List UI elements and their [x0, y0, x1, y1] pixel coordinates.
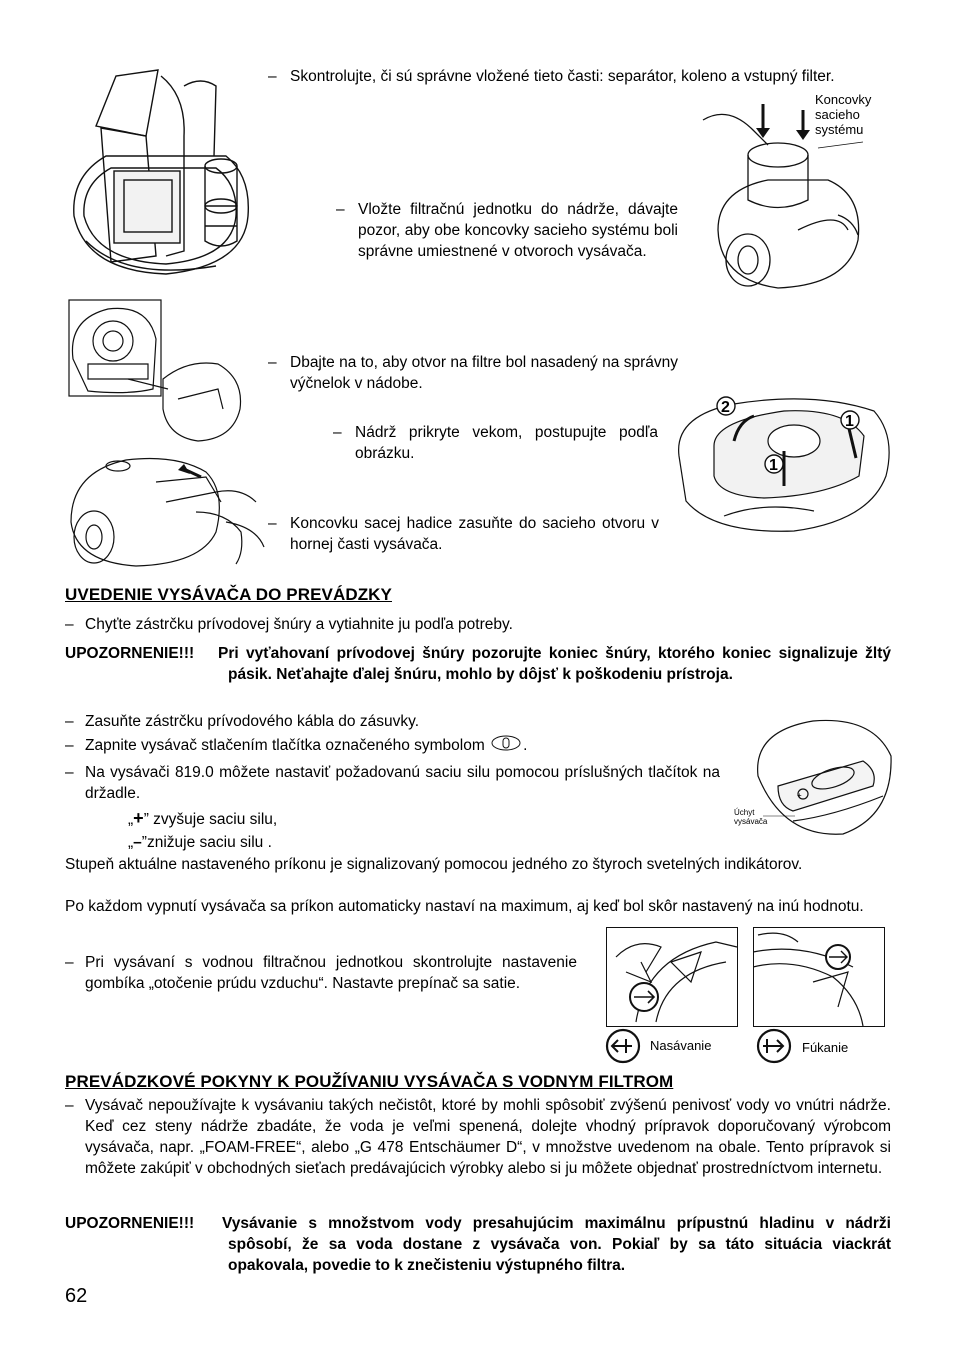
list-item — [65, 614, 891, 635]
list-item-text: . — [523, 737, 528, 755]
power-symbol-icon — [491, 735, 521, 757]
lid-marker: 1 — [769, 457, 778, 474]
bullet-dash: – — [268, 354, 277, 371]
section-heading: UVEDENIE VYSÁVAČA DO PREVÁDZKY — [65, 585, 392, 604]
quote-open: „ — [128, 811, 134, 828]
bullet-dash: – — [65, 616, 74, 633]
list-item-text: Vysávač nepoužívajte k vysávaniu takých nečistôt, ktoré by mohli spôsobiť zvýšenú penivosť vody vo vnútri nádrže. Keď cez steny nádrže zbadáte, že voda je veľmi spenená, dolejte vhodný prípravok doporučovaný výrobcom vysávača, napr. „FOAM-FREE“, alebo „G 478 Entschäumer D“, v množstve uvedenom na obale. Tento prípravok si môžete zakúpiť v obchodných sieťach predávajúcich výrobky alebo si ju môžete objednať prostredníctvom internetu. — [85, 1097, 891, 1177]
warning-block — [65, 1213, 891, 1276]
paragraph-auto-max: Po každom vypnutí vysávača sa príkon automaticky nastaví na maximum, aj keď bol skôr nastavený na inú hodnotu. — [65, 898, 864, 915]
bullet-dash: – — [336, 201, 345, 218]
bullet-dash: – — [65, 1097, 74, 1114]
svg-text:+: + — [797, 791, 802, 800]
plus-line-text: ” zvyšuje saciu silu, — [143, 811, 278, 828]
list-item — [65, 952, 577, 994]
suction-mode-icon — [604, 1028, 642, 1070]
bullet-check-parts — [268, 66, 891, 87]
page-number: 62 — [65, 1285, 88, 1307]
section-heading: PREVÁDZKOVÉ POKYNY K POUŽÍVANIU VYSÁVAČA S VODNYM FILTROM — [65, 1072, 674, 1091]
plus-symbol: + — [133, 808, 144, 828]
blowing-label: Fúkanie — [802, 1040, 849, 1055]
handle-label: Úchyt vysávača — [734, 808, 768, 826]
lid-marker: 2 — [721, 399, 730, 416]
warning-label: UPOZORNENIE!!! — [65, 645, 195, 662]
bullet-dash: – — [268, 515, 277, 532]
bullet-text: Dbajte na to, aby otvor na filtre bol nasadený na správny výčnelok v nádobe. — [290, 354, 678, 392]
list-item — [65, 762, 720, 804]
bullet-text: Vložte filtračnú jednotku do nádrže, dávajte pozor, aby obe koncovky sacieho systému boli správne umiestnené v otvoroch vysávača. — [358, 201, 678, 260]
bullet-lid — [333, 422, 658, 464]
blowing-knob-illustration — [753, 927, 885, 1027]
lid-marker: 1 — [845, 413, 854, 430]
filter-unit-illustration — [66, 66, 256, 282]
paragraph-indicators: Stupeň aktuálne nastaveného príkonu je signalizovaný pomocou jedného zo štyroch svetelných indikátorov. — [65, 856, 803, 873]
lid-illustration — [674, 386, 894, 536]
warning-block — [65, 643, 891, 685]
suction-knob-illustration — [606, 927, 738, 1027]
list-item-text: Pri vysávaní s vodnou filtračnou jednotkou skontrolujte nastavenie gombíka „otočenie prúdu vzduchu“. Nastavte prepínač sa satie. — [85, 954, 577, 992]
list-item-text: Na vysávači 819.0 môžete nastaviť požadovanú saciu silu pomocou príslušných tlačítok na držadle. — [85, 764, 720, 802]
bullet-text: Koncovku sacej hadice zasuňte do sacieho otvoru v hornej časti vysávača. — [290, 515, 659, 553]
blowing-mode-icon — [755, 1028, 793, 1070]
list-item-text: Zapnite vysávač stlačením tlačítka označeného symbolom — [85, 737, 485, 755]
list-item — [65, 735, 725, 757]
hose-connection-illustration — [66, 452, 266, 568]
plus-line — [128, 808, 277, 830]
warning-label: UPOZORNENIE!!! — [65, 1215, 195, 1232]
bullet-filter-opening — [268, 352, 678, 394]
list-item-text: Zasuňte zástrčku prívodového kábla do zásuvky. — [85, 713, 419, 730]
filter-opening-illustration — [68, 299, 244, 445]
bullet-dash: – — [65, 713, 74, 730]
warning-text: Vysávanie s množstvom vody presahujúcim maximálnu prípustnú hladinu v nádrži spôsobí, že sa voda dostane z vysávača von. Pokiaľ by sa táto situácia viackrát opakovala, povedie to k znečisteniu výstupného filtra. — [222, 1215, 891, 1274]
minus-line — [128, 832, 272, 853]
bullet-dash: – — [333, 424, 342, 441]
bullet-text: Nádrž prikryte vekom, postupujte podľa obrázku. — [355, 424, 658, 462]
list-item-text: Chyťte zástrčku prívodovej šnúry a vytiahnite ju podľa potreby. — [85, 616, 513, 633]
bullet-dash: – — [65, 764, 74, 781]
minus-line-text: ”znižuje saciu silu . — [141, 834, 272, 851]
bullet-hose — [268, 513, 659, 555]
list-item — [65, 711, 725, 732]
list-item — [65, 1095, 891, 1179]
suction-label: Nasávanie — [650, 1038, 712, 1053]
bullet-text: Skontrolujte, či sú správne vložené tieto časti: separátor, koleno a vstupný filter. — [290, 68, 835, 85]
tank-insertion-illustration — [698, 100, 864, 292]
koncovky-label: Koncovky sacieho systému — [815, 92, 872, 137]
bullet-dash: – — [268, 68, 277, 85]
minus-symbol: – — [133, 834, 142, 851]
list-item-body — [65, 735, 725, 757]
bullet-dash: – — [65, 737, 74, 754]
warning-text: Pri vyťahovaní prívodovej šnúry pozorujte koniec šnúry, ktorého koniec signalizuje žltý pásik. Neťahajte ďalej šnúru, mohlo by dôjsť k poškodeniu prístroja. — [218, 645, 891, 683]
bullet-insert-filter — [336, 199, 678, 262]
bullet-dash: – — [65, 954, 74, 971]
quote-open: „ — [128, 834, 134, 851]
